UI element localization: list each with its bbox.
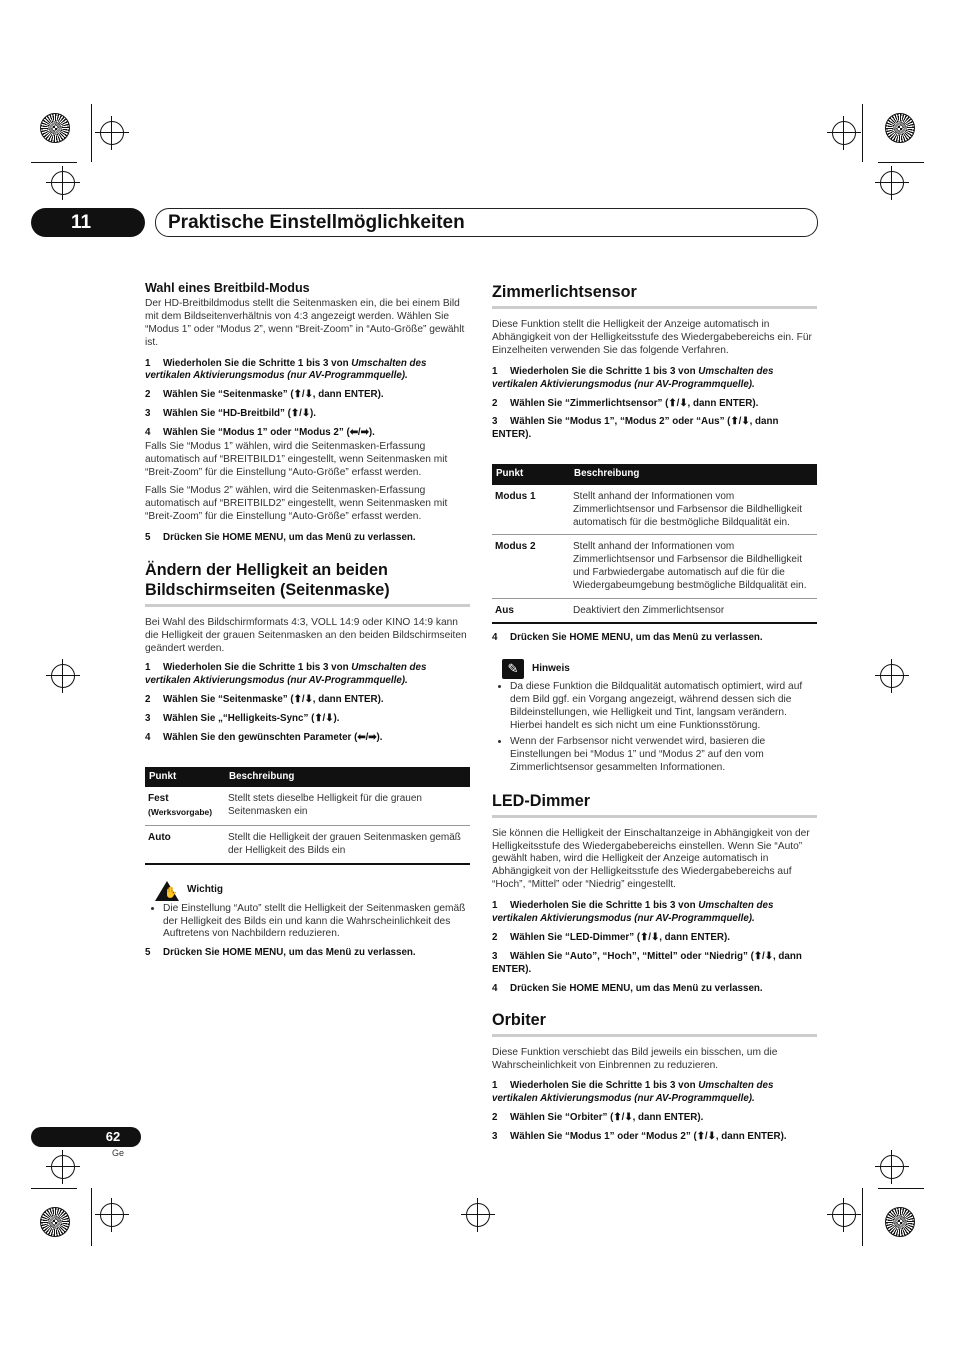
step: [492, 366, 817, 392]
step: [145, 694, 470, 707]
table-header: Punkt: [492, 464, 570, 485]
step-number: 4: [492, 982, 498, 994]
table-row: [492, 485, 817, 535]
step-text: Drücken Sie HOME MENU, um das Menü zu verlassen.: [510, 632, 763, 644]
list-item: • Die Einstellung “Auto” stellt die Helligkeit der Seitenmasken gemäß der Helligkeit des Bilds ein und kann die Wahrscheinlichkeit des Auftretens von Nachbildern reduzieren.: [163, 903, 470, 942]
step-reference: Umschalten des vertikalen Aktivierungsmodus (nur AV-Programmquelle).: [492, 1080, 774, 1105]
step: [492, 951, 817, 977]
registration-target-icon: [880, 664, 904, 688]
step: [492, 932, 817, 945]
table-header: Beschreibung: [570, 464, 817, 485]
crop-mark: [878, 1188, 924, 1189]
table-cell-key: Modus 1: [492, 485, 570, 535]
step-number: 3: [492, 416, 498, 428]
crop-mark: [31, 1188, 77, 1189]
table-cell-key: [145, 787, 225, 825]
warning-list: [145, 903, 470, 942]
step-text: Wiederholen Sie die Schritte 1 bis 3 von: [510, 900, 699, 912]
step-number: 2: [492, 1112, 498, 1124]
step: [145, 408, 470, 421]
step: [492, 632, 817, 645]
key-sublabel: (Werksvorgabe): [148, 807, 213, 818]
table-row: [492, 535, 817, 598]
step-number: 1: [492, 1080, 498, 1092]
table-row: [145, 826, 470, 864]
paragraph: Sie können die Helligkeit der Einschaltanzeige in Abhängigkeit von der Helligkeitsstufe des Wiedergabebereichs einstellen. Wenn Sie “Auto” gewählt haben, wird die Helligkeit der Anzeige automatisch in Abhängigkeit von der Helligkeitsstufe des Wiedergabebereichs auf “Hoch”, “Mittel” oder “Niedrig” eingestellt.: [492, 827, 810, 891]
section-title-seitenmaske: Ändern der Helligkeit an beiden Bildschirmseiten (Seitenmaske): [145, 560, 470, 607]
registration-star-icon: [885, 1207, 915, 1237]
step: [492, 1112, 817, 1125]
registration-star-icon: [885, 113, 915, 143]
step-text: Wählen Sie “Modus 1”, “Modus 2” oder “Aus” (⬆/⬇, dann ENTER).: [492, 416, 779, 441]
section-title-zimmerlichtsensor: Zimmerlichtsensor: [492, 282, 817, 309]
step-text: Wählen Sie “Orbiter” (⬆/⬇, dann ENTER).: [510, 1112, 704, 1124]
section-title-breitbild: Wahl eines Breitbild-Modus: [145, 281, 310, 295]
section-title-orbiter: Orbiter: [492, 1010, 817, 1037]
step-number: 2: [492, 932, 498, 944]
step: [145, 732, 470, 745]
warning-heading: [155, 881, 470, 901]
step-reference: Umschalten des vertikalen Aktivierungsmodus (nur AV-Programmquelle).: [492, 900, 774, 925]
table-cell-key: Auto: [145, 826, 225, 864]
table-cell: Stellt stets dieselbe Helligkeit für die grauen Seitenmasken ein: [225, 787, 470, 825]
list-item: • Da diese Funktion die Bildqualität automatisch optimiert, wird auf dem Bild ggf. ein Vorgang angezeigt, während dessen sich die Bildeinstellungen, wie Helligkeit und Tint, langsam verändern. Hierbei handelt es sich nicht um eine Funktionsstörung.: [510, 681, 817, 733]
step-number: 3: [145, 408, 151, 420]
note-label: Hinweis: [532, 662, 570, 674]
right-column: [492, 282, 817, 1150]
step-text: Drücken Sie HOME MENU, um das Menü zu verlassen.: [163, 531, 416, 543]
step-reference: Umschalten des vertikalen Aktivierungsmodus (nur AV-Programmquelle).: [492, 365, 774, 390]
registration-star-icon: [40, 1207, 70, 1237]
step-text: Drücken Sie HOME MENU, um das Menü zu verlassen.: [163, 947, 416, 959]
step: [145, 358, 470, 384]
registration-target-icon: [466, 1203, 490, 1227]
step-text: Wählen Sie “Zimmerlichtsensor” (⬆/⬇, dann ENTER).: [510, 397, 759, 409]
registration-star-icon: [40, 113, 70, 143]
step-reference: Umschalten des vertikalen Aktivierungsmodus (nur AV-Programmquelle).: [145, 357, 427, 382]
crop-mark: [862, 104, 863, 162]
table-cell: Stellt die Helligkeit der grauen Seitenmasken gemäß der Helligkeit des Bilds ein: [225, 826, 470, 864]
step-number: 5: [145, 531, 151, 543]
step-text: Wiederholen Sie die Schritte 1 bis 3 von: [510, 1080, 699, 1092]
zimmerlichtsensor-table: [492, 464, 817, 624]
step-text: Wiederholen Sie die Schritte 1 bis 3 von: [510, 365, 699, 377]
table-row: [145, 787, 470, 825]
step-number: 3: [492, 1131, 498, 1143]
registration-target-icon: [51, 1155, 75, 1179]
step-number: 2: [145, 693, 151, 705]
registration-target-icon: [832, 121, 856, 145]
registration-target-icon: [100, 1203, 124, 1227]
warning-icon: ✋: [155, 881, 179, 901]
step: [145, 389, 470, 402]
step-text: Wählen Sie „“Helligkeits-Sync” (⬆/⬇).: [163, 712, 340, 724]
step: [145, 427, 470, 440]
paragraph: Falls Sie “Modus 2” wählen, wird die Seitenmasken-Erfassung automatisch auf “BREITBILD2” eingestellt, wenn Seitenmasken mit “Breit-Zoom” für die Einstellung “Auto-Größe” erfasst werden.: [145, 484, 448, 522]
step-text: Wiederholen Sie die Schritte 1 bis 3 von: [163, 662, 352, 674]
step-number: 1: [145, 662, 151, 674]
step-number: 2: [145, 389, 151, 401]
warning-label: Wichtig: [187, 884, 224, 896]
step-reference: Umschalten des vertikalen Aktivierungsmodus (nur AV-Programmquelle).: [145, 662, 427, 687]
step: [492, 983, 817, 996]
step-number: 3: [492, 950, 498, 962]
paragraph: Der HD-Breitbildmodus stellt die Seitenmasken ein, die bei einem Bild mit dem Bildseitenverhältnis von 4:3 angezeigt werden. Wählen Sie “Modus 1” oder “Modus 2”, wenn “Breit-Zoom” in “Auto-Größe” gewählt ist.: [145, 297, 465, 348]
crop-mark: [91, 1188, 92, 1246]
step: [492, 398, 817, 411]
key-label: Fest: [148, 793, 169, 805]
step-number: 4: [145, 731, 151, 743]
note-heading: [502, 659, 817, 679]
step-number: 1: [492, 365, 498, 377]
step-text: Wählen Sie den gewünschten Parameter (⬅/➡).: [163, 731, 383, 743]
page-number: 62: [105, 1129, 121, 1144]
table-cell-key: Aus: [492, 598, 570, 623]
table-cell: Stellt anhand der Informationen vom Zimmerlichtsensor und Farbsensor die Bildhelligkeit automatisch für die bestmögliche Bildqualität ein.: [570, 485, 817, 535]
seitenmaske-table: [145, 767, 470, 865]
step: [145, 713, 470, 726]
crop-mark: [862, 1188, 863, 1246]
registration-target-icon: [51, 171, 75, 195]
table-header: Punkt: [145, 767, 225, 788]
paragraph: Falls Sie “Modus 1” wählen, wird die Seitenmasken-Erfassung automatisch auf “BREITBILD1” eingestellt, wenn Seitenmasken mit “Breit-Zoom” für die Einstellung “Auto-Größe” erfasst werden.: [145, 441, 448, 478]
crop-mark: [31, 162, 77, 163]
step-number: 1: [145, 357, 151, 369]
step: [492, 416, 817, 442]
left-column: [145, 282, 470, 966]
section-title-led-dimmer: LED-Dimmer: [492, 791, 817, 818]
registration-target-icon: [100, 121, 124, 145]
step-text: Wählen Sie “HD-Breitbild” (⬆/⬇).: [163, 408, 317, 420]
registration-target-icon: [880, 1155, 904, 1179]
table-header-row: [492, 464, 817, 485]
crop-mark: [91, 104, 92, 162]
pencil-icon: ✎: [502, 659, 524, 679]
step-text: Drücken Sie HOME MENU, um das Menü zu verlassen.: [510, 982, 763, 994]
step-text: Wählen Sie “LED-Dimmer” (⬆/⬇, dann ENTER).: [510, 932, 730, 944]
table-header-row: [145, 767, 470, 788]
step-text: Wählen Sie “Auto”, “Hoch”, “Mittel” oder “Niedrig” (⬆/⬇, dann ENTER).: [492, 950, 802, 975]
table-row: [492, 598, 817, 623]
step-text: Wählen Sie “Seitenmaske” (⬆/⬇, dann ENTER).: [163, 693, 384, 705]
table-cell: Deaktiviert den Zimmerlichtsensor: [570, 598, 817, 623]
step-number: 5: [145, 947, 151, 959]
step: [145, 947, 470, 960]
step-text: Wiederholen Sie die Schritte 1 bis 3 von: [163, 357, 352, 369]
registration-target-icon: [51, 664, 75, 688]
list-item: • Wenn der Farbsensor nicht verwendet wird, basieren die Einstellungen bei “Modus 1” und “Modus 2” auf den vom Zimmerlichtsensor gesammelten Informationen.: [510, 736, 817, 775]
step-number: 4: [492, 632, 498, 644]
step: [145, 662, 470, 688]
step: [492, 1080, 817, 1106]
table-header: Beschreibung: [225, 767, 470, 788]
chapter-title: Praktische Einstellmöglichkeiten: [168, 212, 465, 233]
paragraph: Diese Funktion verschiebt das Bild jeweils ein bisschen, um die Wahrscheinlichkeit von Einbrennen zu reduzieren.: [492, 1046, 778, 1071]
step-text: Wählen Sie “Modus 1” oder “Modus 2” (⬅/➡).: [163, 427, 375, 439]
step-text: Wählen Sie “Seitenmaske” (⬆/⬇, dann ENTER).: [163, 389, 384, 401]
chapter-number: 11: [70, 212, 92, 233]
page-language: Ge: [112, 1148, 125, 1158]
note-list: [492, 681, 817, 774]
step-number: 3: [145, 712, 151, 724]
step-number: 1: [492, 900, 498, 912]
step-number: 4: [145, 427, 151, 439]
registration-target-icon: [832, 1203, 856, 1227]
step: [145, 532, 470, 545]
paragraph: Bei Wahl des Bildschirmformats 4:3, VOLL 14:9 oder KINO 14:9 kann die Helligkeit der grauen Seitenmasken an den beiden Bildschirmseiten geändert werden.: [145, 617, 467, 655]
table-cell: Stellt anhand der Informationen vom Zimmerlichtsensor und Farbsensor die Bildhelligkeit und Farbwiedergabe automatisch auf die für die Wiedergabeumgebung bestmögliche Bildqualität ein.: [570, 535, 817, 598]
crop-mark: [878, 162, 924, 163]
step: [492, 900, 817, 926]
step: [492, 1131, 817, 1144]
table-cell-key: Modus 2: [492, 535, 570, 598]
paragraph: Diese Funktion stellt die Helligkeit der Anzeige automatisch in Abhängigkeit von der Helligkeitsstufe des Wiedergabebereichs ein. Für Einzelheiten verwenden Sie das folgende Verfahren.: [492, 319, 812, 356]
step-number: 2: [492, 397, 498, 409]
registration-target-icon: [880, 171, 904, 195]
step-text: Wählen Sie “Modus 1” oder “Modus 2” (⬆/⬇, dann ENTER).: [510, 1131, 787, 1143]
